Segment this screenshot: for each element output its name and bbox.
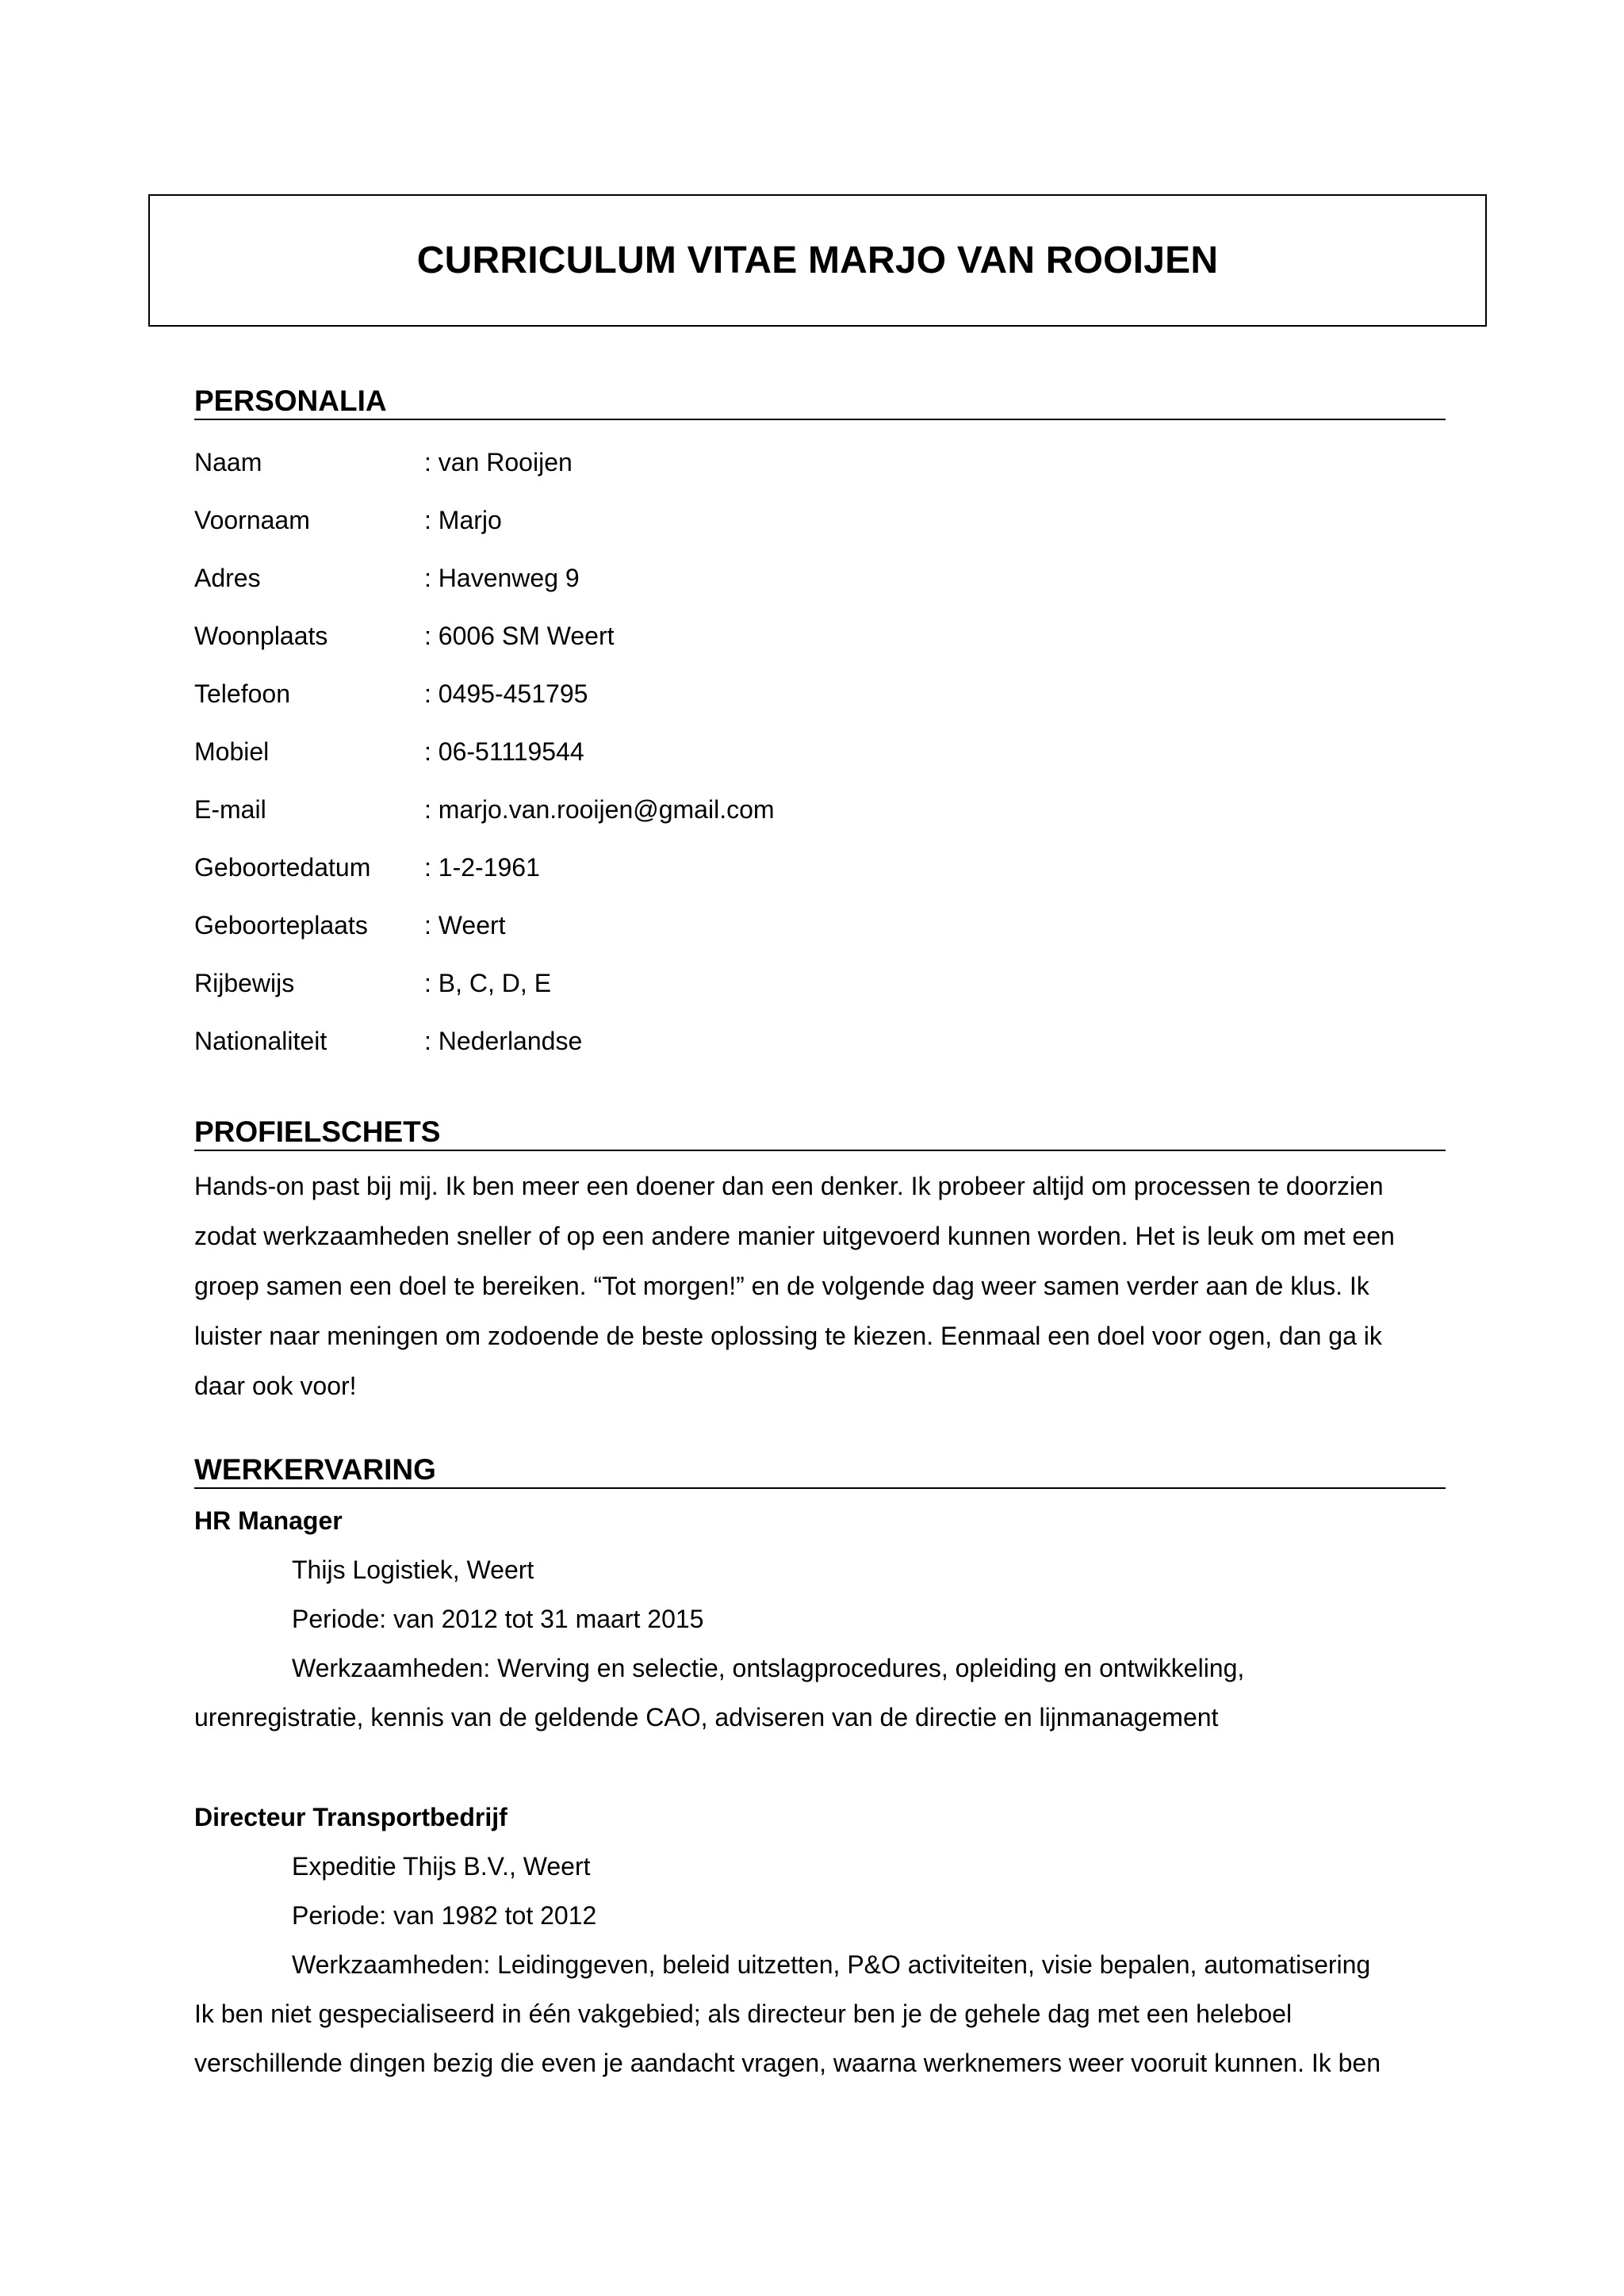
section-heading-label: WERKERVARING bbox=[194, 1453, 436, 1486]
job-company: Thijs Logistiek, Weert bbox=[292, 1556, 534, 1584]
field-value: : Marjo bbox=[424, 506, 502, 534]
job-tasks-continued: urenregistratie, kennis van de geldende CAO, adviseren van de directie en lijnmanagement bbox=[194, 1703, 1219, 1732]
job-title: HR Manager bbox=[194, 1506, 343, 1535]
job-tasks: Werkzaamheden: Leidinggeven, beleid uitzetten, P&O activiteiten, visie bepalen, automatisering bbox=[292, 1950, 1371, 1979]
field-label: Adres bbox=[194, 564, 261, 592]
field-value: : 06-51119544 bbox=[424, 737, 584, 766]
field-label: Rijbewijs bbox=[194, 969, 295, 997]
field-label: Telefoon bbox=[194, 679, 290, 708]
job-tasks-continued: Ik ben niet gespecialiseerd in één vakgebied; als directeur ben je de gehele dag met een heleboel bbox=[194, 1999, 1293, 2028]
document-title: CURRICULUM VITAE MARJO VAN ROOIJEN bbox=[416, 239, 1219, 281]
field-value: : 0495-451795 bbox=[424, 679, 588, 708]
field-value: : Weert bbox=[424, 911, 506, 939]
section-heading-personalia bbox=[194, 384, 1446, 420]
field-label: Nationaliteit bbox=[194, 1027, 327, 1055]
job-tasks-continued: verschillende dingen bezig die even je aandacht vragen, waarna werknemers weer vooruit kunnen. Ik ben bbox=[194, 2049, 1381, 2077]
field-value: : Havenweg 9 bbox=[424, 564, 580, 592]
profile-line: Hands-on past bij mij. Ik ben meer een doener dan een denker. Ik probeer altijd om processen te doorzien bbox=[194, 1172, 1384, 1200]
field-label: Mobiel bbox=[194, 737, 270, 766]
field-value: : Nederlandse bbox=[424, 1027, 583, 1055]
section-heading-label: PROFIELSCHETS bbox=[194, 1115, 441, 1148]
field-label: Woonplaats bbox=[194, 622, 328, 650]
job-tasks: Werkzaamheden: Werving en selectie, ontslagprocedures, opleiding en ontwikkeling, bbox=[292, 1654, 1245, 1682]
profile-line: groep samen een doel te bereiken. “Tot morgen!” en de volgende dag weer samen verder aan de klus. Ik bbox=[194, 1272, 1369, 1300]
job-company: Expeditie Thijs B.V., Weert bbox=[292, 1852, 591, 1881]
field-label: Geboortedatum bbox=[194, 853, 371, 882]
field-value: : 1-2-1961 bbox=[424, 853, 540, 882]
field-value: : B, C, D, E bbox=[424, 969, 552, 997]
profile-line: daar ook voor! bbox=[194, 1372, 357, 1400]
field-value: : 6006 SM Weert bbox=[424, 622, 615, 650]
section-heading-profielschets bbox=[194, 1115, 1446, 1151]
field-label: Geboorteplaats bbox=[194, 911, 368, 939]
title-box bbox=[148, 194, 1487, 327]
field-value: : marjo.van.rooijen@gmail.com bbox=[424, 795, 775, 824]
section-heading-label: PERSONALIA bbox=[194, 385, 387, 417]
section-heading-werkervaring bbox=[194, 1452, 1446, 1489]
field-label: Naam bbox=[194, 448, 262, 476]
profile-line: zodat werkzaamheden sneller of op een andere manier uitgevoerd kunnen worden. Het is leuk om met een bbox=[194, 1222, 1395, 1250]
job-period: Periode: van 2012 tot 31 maart 2015 bbox=[292, 1605, 704, 1633]
field-value: : van Rooijen bbox=[424, 448, 573, 476]
job-period: Periode: van 1982 tot 2012 bbox=[292, 1901, 597, 1930]
field-label: Voornaam bbox=[194, 506, 310, 534]
profile-line: luister naar meningen om zodoende de beste oplossing te kiezen. Eenmaal een doel voor ogen, dan ga ik bbox=[194, 1322, 1382, 1350]
field-label: E-mail bbox=[194, 795, 266, 824]
job-title: Directeur Transportbedrijf bbox=[194, 1803, 508, 1831]
